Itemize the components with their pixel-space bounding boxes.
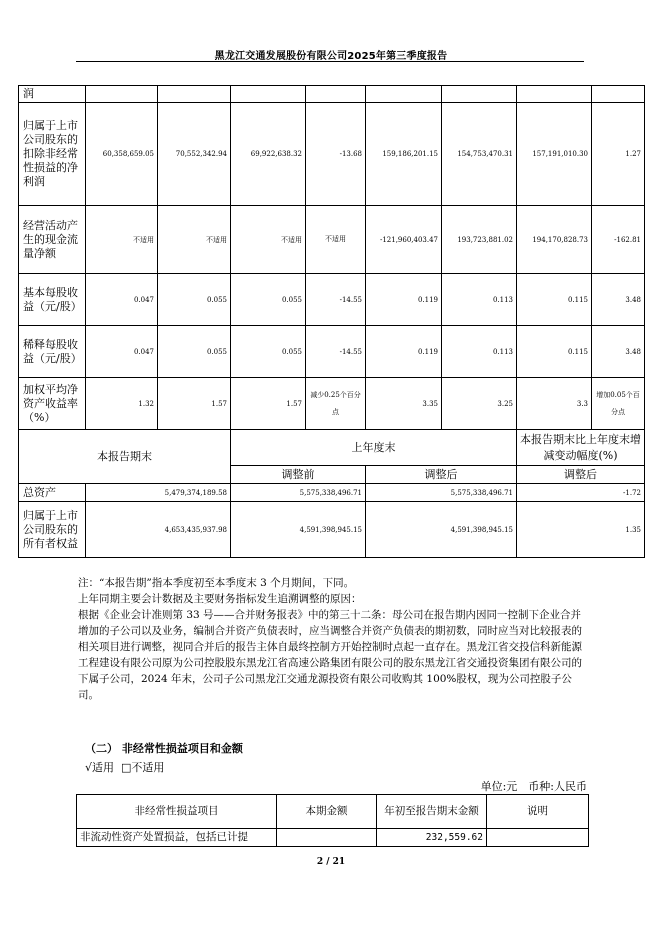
row-label: 归属于上市公司股东的扣除非经常性损益的净利润	[19, 103, 86, 206]
item-cell: 非流动性资产处置损益，包括已计提	[77, 829, 277, 847]
value-cell	[592, 86, 645, 103]
value-cell: 0.115	[517, 274, 592, 326]
balance-header-row-1	[19, 430, 645, 466]
table-row	[19, 378, 645, 430]
ytd-cell: 232,559.62	[377, 829, 487, 847]
value-cell: 0.119	[366, 274, 442, 326]
col-header-item: 非经常性损益项目	[77, 795, 277, 829]
section-title-non-recurring: （二） 非经常性损益项目和金额	[85, 742, 243, 755]
value-cell: 0.047	[86, 326, 158, 378]
value-cell: 1.32	[86, 378, 158, 430]
value-cell: 5,479,374,189.58	[86, 484, 231, 502]
period-end-header: 本报告期末	[19, 430, 231, 484]
applicable-option: √适用	[85, 761, 115, 774]
value-cell	[517, 86, 592, 103]
value-cell: -162.81	[592, 206, 645, 274]
value-cell	[366, 86, 442, 103]
value-cell: 4,653,435,937.98	[86, 502, 231, 558]
value-cell: -14.55	[306, 326, 366, 378]
row-label: 润	[19, 86, 86, 103]
table-row	[19, 206, 645, 274]
value-cell	[442, 86, 517, 103]
value-cell: 193,723,881.02	[442, 206, 517, 274]
value-cell: 3.35	[366, 378, 442, 430]
table-row	[19, 86, 645, 103]
value-cell: 157,191,010.30	[517, 103, 592, 206]
table-row	[19, 103, 645, 206]
not-applicable-option: □不适用	[121, 761, 165, 774]
value-cell: 154,753,470.31	[442, 103, 517, 206]
value-cell: 0.055	[158, 326, 231, 378]
non-recurring-header-row	[77, 795, 589, 829]
value-cell: 69,922,638.32	[231, 103, 306, 206]
table-row	[19, 326, 645, 378]
value-cell: 增加0.05个百分点	[592, 378, 645, 430]
col-header-ytd: 年初至报告期末金额	[377, 795, 487, 829]
table-row	[19, 274, 645, 326]
value-cell: 1.57	[231, 378, 306, 430]
value-cell	[86, 86, 158, 103]
after-adjustment-header: 调整后	[366, 466, 517, 484]
value-cell: -121,960,403.47	[366, 206, 442, 274]
value-cell: 0.055	[231, 274, 306, 326]
table-row	[19, 484, 645, 502]
value-cell: -14.55	[306, 274, 366, 326]
value-cell	[231, 86, 306, 103]
note-restatement-reason-title: 上年同期主要会计数据及主要财务指标发生追溯调整的原因：	[78, 593, 362, 605]
value-cell: 3.25	[442, 378, 517, 430]
value-cell: 不适用	[86, 206, 158, 274]
note-period-definition: 注：“本报告期”指本季度初至本季度末 3 个月期间，下同。	[78, 577, 355, 589]
value-cell: 5,575,338,496.71	[231, 484, 366, 502]
current-cell	[277, 829, 377, 847]
value-cell: 3.3	[517, 378, 592, 430]
report-header-title: 黑龙江交通发展股份有限公司2025年第三季度报告	[214, 51, 448, 62]
value-cell	[158, 86, 231, 103]
note-restatement-reason-text: 根据《企业会计准则第 33 号——合并财务报表》中的第三十二条：母公司在报告期内因同一控制下企业合并增加的子公司以及业务，编制合并资产负债表时，应当调整合并资产负债表的期初数，同时应当对比较报表的相关项目进行调整，视同合并后的报告主体自最终控制方开始控制时点起一直存在。黑龙江省交投信科新能源工程建设有限公司原为公司控股股东黑龙江省高速公路集团有限公司的股东黑龙江省交通投资集团有限公司的下属子公司，2024 年末，公司子公司黑龙江交通龙源投资有限公司收购其 100%股权，现为公司控股子公司。	[78, 609, 582, 701]
after-adjustment-header-2: 调整后	[517, 466, 645, 484]
value-cell: -13.68	[306, 103, 366, 206]
value-cell: -1.72	[517, 484, 645, 502]
row-label: 加权平均净资产收益率（%）	[19, 378, 86, 430]
financial-indicators-table	[18, 85, 645, 558]
value-cell: 5,575,338,496.71	[366, 484, 517, 502]
table-row	[77, 829, 589, 847]
value-cell: 0.113	[442, 326, 517, 378]
row-label: 总资产	[19, 484, 86, 502]
header-rule	[76, 61, 584, 62]
value-cell: 不适用	[158, 206, 231, 274]
applicability-options	[85, 759, 164, 775]
value-cell: 60,358,659.05	[86, 103, 158, 206]
note-cell	[487, 829, 589, 847]
value-cell: 0.119	[366, 326, 442, 378]
value-cell: 0.115	[517, 326, 592, 378]
value-cell	[306, 86, 366, 103]
row-label: 经营活动产生的现金流量净额	[19, 206, 86, 274]
col-header-current: 本期金额	[277, 795, 377, 829]
value-cell: 3.48	[592, 274, 645, 326]
value-cell: 不适用	[231, 206, 306, 274]
value-cell: 4,591,398,945.15	[366, 502, 517, 558]
row-label: 稀释每股收益（元/股）	[19, 326, 86, 378]
value-cell: 0.055	[231, 326, 306, 378]
value-cell: 1.35	[517, 502, 645, 558]
change-header: 本报告期末比上年度末增减变动幅度(%)	[517, 430, 645, 466]
value-cell: 0.055	[158, 274, 231, 326]
value-cell: 159,186,201.15	[366, 103, 442, 206]
value-cell: 不适用	[306, 206, 366, 274]
prior-year-end-header: 上年度末	[231, 430, 517, 466]
value-cell: 减少0.25个百分点	[306, 378, 366, 430]
value-cell: 0.113	[442, 274, 517, 326]
unit-currency-label: 单位:元 币种:人民币	[480, 780, 587, 793]
notes-block	[78, 575, 586, 703]
value-cell: 70,552,342.94	[158, 103, 231, 206]
value-cell: 0.047	[86, 274, 158, 326]
page-number: 2 / 21	[316, 857, 346, 867]
value-cell: 1.57	[158, 378, 231, 430]
col-header-note: 说明	[487, 795, 589, 829]
value-cell: 194,170,828.73	[517, 206, 592, 274]
value-cell: 4,591,398,945.15	[231, 502, 366, 558]
row-label: 归属于上市公司股东的所有者权益	[19, 502, 86, 558]
before-adjustment-header: 调整前	[231, 466, 366, 484]
non-recurring-items-table	[76, 794, 589, 847]
value-cell: 3.48	[592, 326, 645, 378]
row-label: 基本每股收益（元/股）	[19, 274, 86, 326]
table-row	[19, 502, 645, 558]
value-cell: 1.27	[592, 103, 645, 206]
